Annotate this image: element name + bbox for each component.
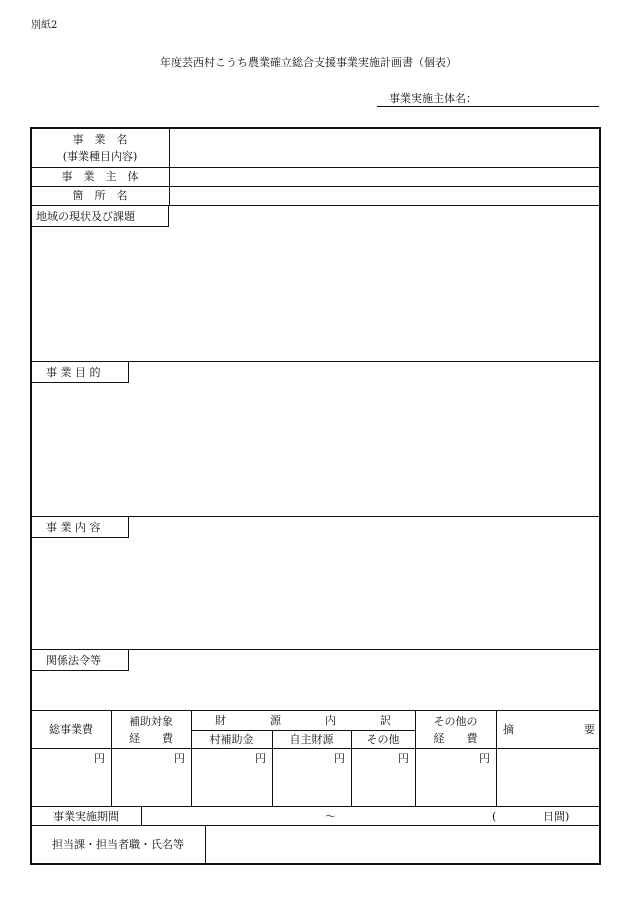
yen-unit-other-cost: 円 (479, 752, 490, 765)
content-section-bottom (31, 649, 600, 650)
laws-field[interactable] (31, 671, 599, 710)
project-name-field[interactable] (170, 128, 599, 167)
other-funds-header: その他 (366, 733, 400, 746)
document-title: 年度芸西村こうち農業確立総合支援事業実施計画書（個表） (160, 56, 457, 69)
project-entity-label: 事 業 主 体 (61, 170, 139, 183)
eligible-cost-header-2: 経 費 (129, 732, 173, 745)
period-open-paren: ( (492, 810, 497, 823)
purpose-section-bottom (31, 516, 600, 517)
contact-field[interactable] (206, 826, 599, 863)
location-label: 箇 所 名 (72, 189, 128, 202)
project-type-label: (事業種目内容) (62, 150, 138, 163)
content-field[interactable] (31, 538, 599, 649)
own-funds-header: 自主財源 (289, 733, 334, 746)
remarks-header-2: 要 (584, 723, 595, 736)
outer-border-right (599, 127, 601, 865)
region-tab-right (168, 205, 169, 227)
purpose-field[interactable] (31, 383, 599, 516)
attachment-label: 別紙2 (31, 20, 58, 31)
remarks-header-1: 摘 (503, 723, 514, 736)
yen-unit-village: 円 (255, 752, 266, 765)
region-status-field[interactable] (31, 227, 599, 361)
project-entity-field[interactable] (170, 168, 599, 186)
laws-label: 関係法令等 (46, 654, 101, 667)
budget-col-6 (496, 710, 497, 806)
implementer-underline (377, 106, 599, 107)
laws-tab-right (128, 649, 129, 671)
purpose-tab-right (128, 361, 129, 383)
period-days: 日間) (543, 810, 570, 823)
region-status-label: 地域の現状及び課題 (36, 210, 135, 223)
purpose-label: 事 業 目 的 (46, 366, 101, 379)
period-label: 事業実施期間 (53, 810, 119, 823)
outer-border-bottom (30, 863, 601, 865)
contact-label: 担当課・担当者職・氏名等 (52, 838, 184, 851)
yen-unit-total: 円 (94, 752, 105, 765)
eligible-cost-header-1: 補助対象 (129, 715, 173, 728)
period-divider (141, 806, 142, 826)
implementer-label: 事業実施主体名： (389, 92, 477, 105)
village-subsidy-header: 村補助金 (209, 733, 254, 746)
yen-unit-eligible: 円 (174, 752, 185, 765)
budget-body-bottom (31, 806, 600, 807)
period-tilde: ～ (325, 810, 336, 823)
laws-section-bottom (31, 710, 600, 711)
row-line-3 (31, 205, 600, 206)
location-field[interactable] (170, 187, 599, 205)
budget-header-bottom (31, 748, 600, 749)
funding-subheader-line (191, 730, 416, 731)
content-label: 事 業 内 容 (46, 521, 101, 534)
content-tab-right (128, 516, 129, 538)
region-section-bottom (31, 361, 600, 362)
total-cost-header: 総事業費 (49, 723, 93, 736)
funding-breakdown-header: 財 源 内 訳 (215, 714, 391, 727)
other-cost-header-1: その他の (433, 715, 478, 728)
project-name-label: 事 業 名 (72, 133, 128, 146)
yen-unit-other: 円 (398, 752, 409, 765)
yen-unit-own: 円 (334, 752, 345, 765)
other-cost-header-2: 経 費 (433, 732, 478, 745)
